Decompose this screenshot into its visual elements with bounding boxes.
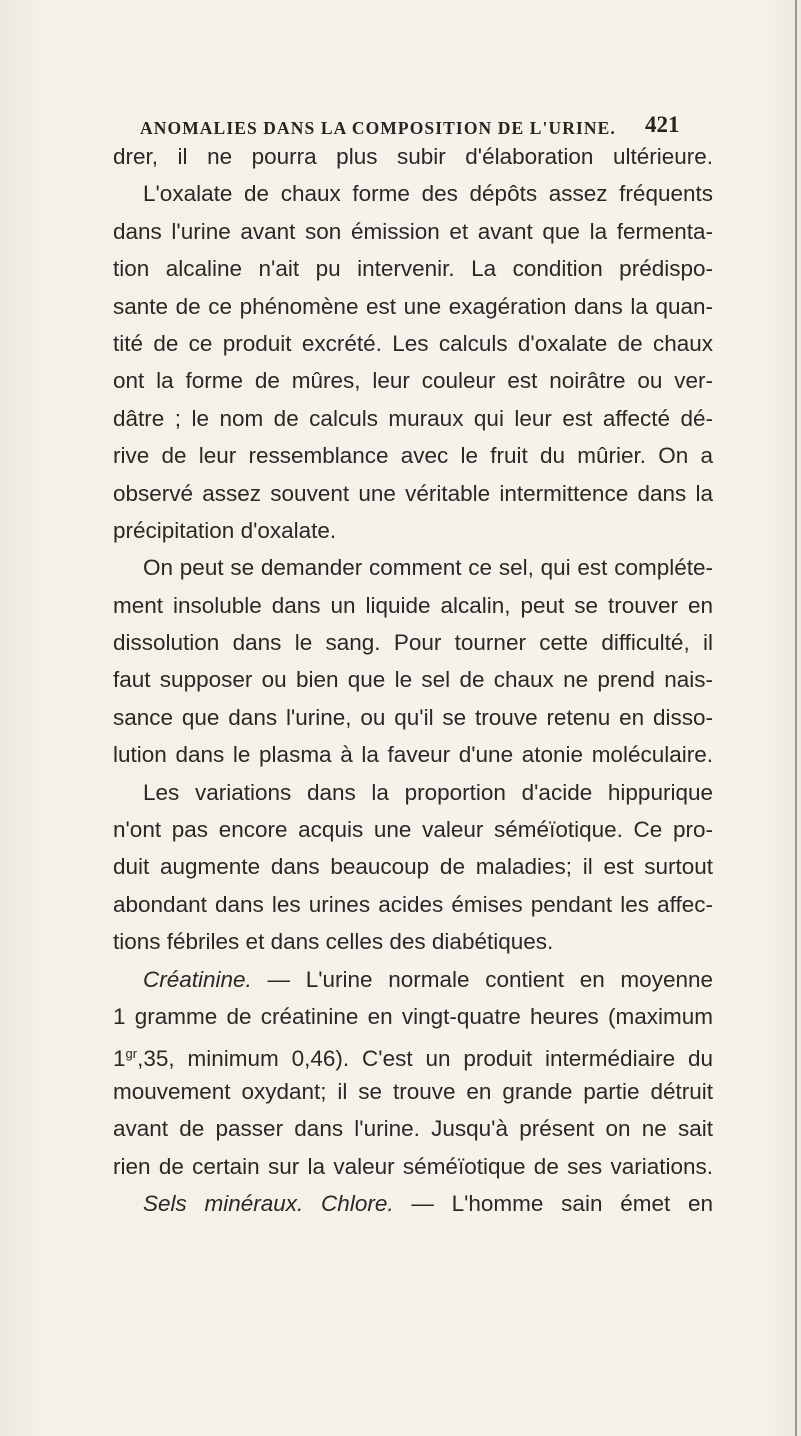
text-line: sante de ce phénomène est une exagération dans la quan- <box>113 293 713 319</box>
text-line: faut supposer ou bien que le sel de chaux ne prend nais- <box>113 667 713 693</box>
text-line: duit augmente dans beaucoup de maladies; il est surtout <box>113 854 713 880</box>
page-edge-line <box>795 0 797 1436</box>
text-line: n'ont pas encore acquis une valeur séméïotique. Ce pro- <box>113 817 713 843</box>
text-line: tion alcaline n'ait pu intervenir. La condition prédispo- <box>113 256 713 282</box>
text-line: L'oxalate de chaux forme des dépôts assez fréquents <box>143 181 713 207</box>
running-head-title: ANOMALIES DANS LA COMPOSITION DE L'URINE. <box>140 118 616 138</box>
text-line: 1 gramme de créatinine en vingt-quatre heures (maximum <box>113 1003 713 1029</box>
text-line: dâtre ; le nom de calculs muraux qui leur est affecté dé- <box>113 405 713 431</box>
text-line: Créatinine. — L'urine normale contient en moyenne <box>143 966 713 992</box>
body-text <box>113 138 713 1222</box>
text-line: dans l'urine avant son émission et avant que la fermenta- <box>113 218 713 244</box>
text-line: mouvement oxydant; il se trouve en grande partie détruit <box>113 1078 713 1104</box>
text-line: $1^{gr},35$, minimum 0,46). C'est un produit intermédiaire du <box>113 1046 713 1072</box>
text-line: tité de ce produit excrété. Les calculs d'oxalate de chaux <box>113 330 713 356</box>
text-line: On peut se demander comment ce sel, qui est compléte- <box>143 555 713 581</box>
section-heading-sels-mineraux: Sels minéraux. Chlore. <box>143 1190 394 1216</box>
text-line: rive de leur ressemblance avec le fruit du mûrier. On a <box>113 443 713 469</box>
text-line: observé assez souvent une véritable intermittence dans la <box>113 480 713 506</box>
section-heading-creatinine: Créatinine. <box>143 966 252 992</box>
text-line: ont la forme de mûres, leur couleur est noirâtre ou ver- <box>113 368 713 394</box>
text-line: dissolution dans le sang. Pour tourner cette difficulté, il <box>113 630 713 656</box>
text-line: Les variations dans la proportion d'acide hippurique <box>143 779 713 805</box>
unit-superscript: gr <box>125 1046 138 1062</box>
text-line: ment insoluble dans un liquide alcalin, peut se trouver en <box>113 592 713 618</box>
text-line: précipitation d'oxalate. <box>113 517 337 543</box>
text-line: lution dans le plasma à la faveur d'une atonie moléculaire. <box>113 742 713 768</box>
text-line: Sels minéraux. Chlore. — L'homme sain émet en <box>143 1190 713 1216</box>
text-line: avant de passer dans l'urine. Jusqu'à présent on ne sait <box>113 1116 713 1142</box>
text-line: tions fébriles et dans celles des diabétiques. <box>113 929 554 955</box>
text-line: abondant dans les urines acides émises pendant les affec- <box>113 891 713 917</box>
text-line: sance que dans l'urine, ou qu'il se trouve retenu en disso- <box>113 704 713 730</box>
page-number: 421 <box>645 112 680 137</box>
text-line: rien de certain sur la valeur séméïotique de ses variations. <box>113 1153 713 1179</box>
text-line: drer, il ne pourra plus subir d'élaboration ultérieure. <box>113 144 713 169</box>
